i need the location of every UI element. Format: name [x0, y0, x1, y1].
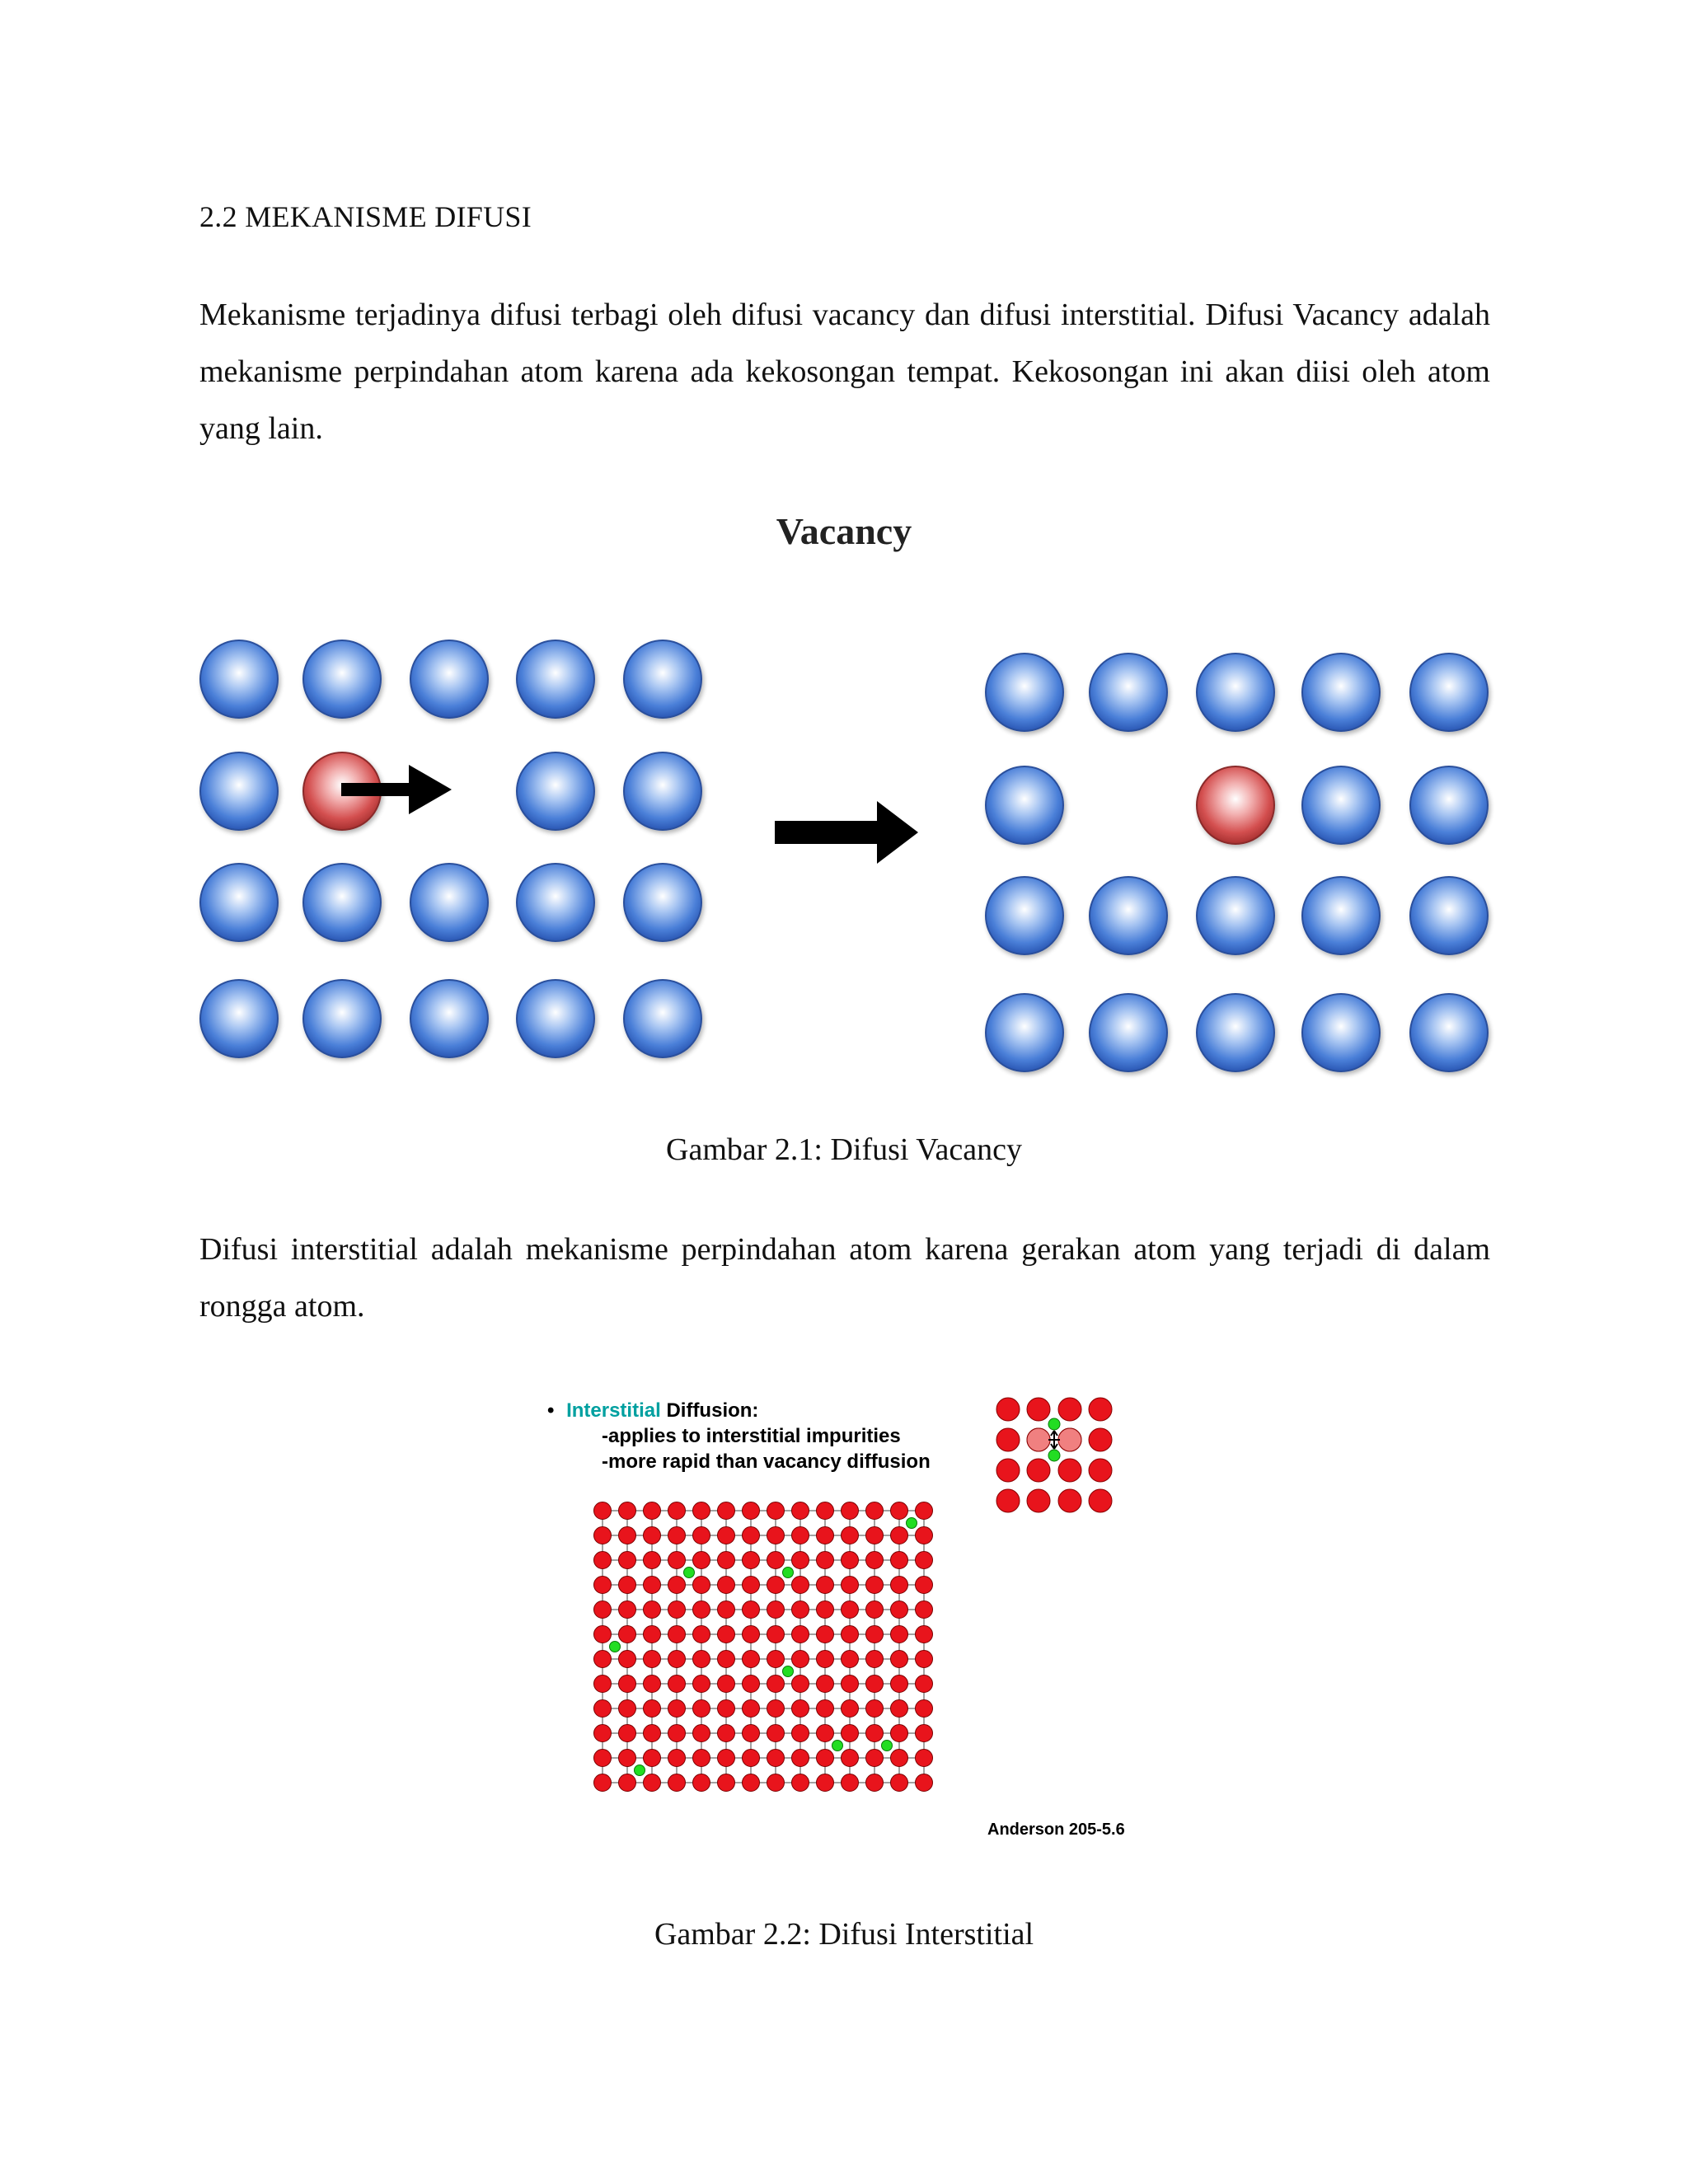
- host-atom: [891, 1774, 908, 1792]
- host-atom: [693, 1626, 710, 1643]
- moving-atom: [1197, 766, 1274, 844]
- host-atom: [916, 1651, 933, 1668]
- interstitial-atom: [882, 1741, 893, 1751]
- host-atom: [866, 1527, 884, 1544]
- host-atom: [817, 1700, 834, 1718]
- host-atom: [693, 1601, 710, 1619]
- host-atom: [718, 1527, 735, 1544]
- host-atom: [718, 1725, 735, 1742]
- host-atom: [644, 1626, 661, 1643]
- host-atom: [693, 1577, 710, 1594]
- host-atom: [1410, 877, 1488, 954]
- host-atom: [743, 1750, 760, 1767]
- host-atom: [891, 1651, 908, 1668]
- host-atom: [693, 1675, 710, 1693]
- host-atom: [792, 1601, 809, 1619]
- host-atom: [866, 1675, 884, 1693]
- host-atom: [1410, 654, 1488, 731]
- host-atom: [693, 1725, 710, 1742]
- host-atom: [718, 1750, 735, 1767]
- bullet: •: [547, 1399, 555, 1422]
- host-atom: [767, 1527, 785, 1544]
- host-atom: [668, 1502, 686, 1520]
- transition-arrow-icon: [775, 801, 918, 864]
- host-atom: [817, 1675, 834, 1693]
- figure2-title-rest: Diffusion:: [660, 1399, 759, 1422]
- interstitial-atom: [783, 1568, 794, 1578]
- paragraph-vacancy: Mekanisme terjadinya difusi terbagi oleh difusi vacancy dan difusi interstitial. Difusi Vacancy adalah mekanisme perpindahan atom karena ada kekosongan tempat. Kekosongan ini akan diisi oleh atom yang lain.: [199, 298, 1490, 446]
- host-atom: [842, 1601, 859, 1619]
- host-atom: [594, 1725, 612, 1742]
- host-atom: [718, 1651, 735, 1668]
- host-atom: [743, 1626, 760, 1643]
- host-atom: [866, 1651, 884, 1668]
- host-atom: [644, 1577, 661, 1594]
- host-atom: [842, 1502, 859, 1520]
- host-atom: [842, 1750, 859, 1767]
- host-atom: [594, 1577, 612, 1594]
- host-atom: [792, 1626, 809, 1643]
- host-atom: [866, 1502, 884, 1520]
- host-atom: [619, 1577, 636, 1594]
- host-atom: [668, 1601, 686, 1619]
- host-atom: [410, 864, 488, 941]
- figure2-caption: Gambar 2.2: Difusi Interstitial: [654, 1917, 1034, 1952]
- host-atom: [624, 752, 701, 830]
- host-atom: [996, 1459, 1020, 1482]
- host-atom: [644, 1700, 661, 1718]
- host-atom: [996, 1398, 1020, 1421]
- move-arrows-icon: [1048, 1431, 1060, 1449]
- host-atom: [644, 1675, 661, 1693]
- host-atom: [792, 1502, 809, 1520]
- host-atom: [718, 1577, 735, 1594]
- host-atom: [517, 980, 594, 1057]
- host-atom: [668, 1527, 686, 1544]
- host-atom: [866, 1626, 884, 1643]
- host-atom: [767, 1750, 785, 1767]
- host-atom: [891, 1750, 908, 1767]
- host-atom: [817, 1601, 834, 1619]
- host-atom: [743, 1552, 760, 1569]
- host-atom: [842, 1700, 859, 1718]
- host-atom: [718, 1601, 735, 1619]
- host-atom: [594, 1675, 612, 1693]
- interstitial-atom: [832, 1741, 843, 1751]
- host-atom: [517, 864, 594, 941]
- host-atom: [644, 1725, 661, 1742]
- host-atom: [1090, 877, 1167, 954]
- host-atom: [866, 1725, 884, 1742]
- host-atom: [718, 1552, 735, 1569]
- host-atom: [817, 1577, 834, 1594]
- host-atom: [718, 1774, 735, 1792]
- host-atom: [916, 1750, 933, 1767]
- host-atom: [718, 1700, 735, 1718]
- host-atom: [693, 1774, 710, 1792]
- host-atom: [817, 1552, 834, 1569]
- interstitial-atom: [684, 1568, 695, 1578]
- host-atom: [916, 1725, 933, 1742]
- host-atom: [594, 1601, 612, 1619]
- interstitial-big-lattice: [594, 1502, 933, 1792]
- host-atom: [1089, 1398, 1112, 1421]
- host-atom: [916, 1502, 933, 1520]
- host-atom: [718, 1675, 735, 1693]
- host-atom: [303, 864, 381, 941]
- host-atom: [842, 1552, 859, 1569]
- host-atom: [767, 1700, 785, 1718]
- host-atom: [1089, 1489, 1112, 1512]
- host-atom: [986, 877, 1063, 954]
- host-atom: [866, 1750, 884, 1767]
- figure2-line1: -applies to interstitial impurities: [602, 1425, 901, 1447]
- host-atom: [668, 1774, 686, 1792]
- host-atom: [1197, 994, 1274, 1071]
- interstitial-atom: [1048, 1418, 1060, 1430]
- host-atom: [767, 1725, 785, 1742]
- host-atom: [1197, 654, 1274, 731]
- interstitial-small-lattice: [996, 1398, 1112, 1512]
- host-atom: [842, 1675, 859, 1693]
- host-atom: [644, 1601, 661, 1619]
- interstitial-atom: [1048, 1450, 1060, 1461]
- host-atom: [743, 1651, 760, 1668]
- host-atom: [743, 1601, 760, 1619]
- host-atom: [817, 1774, 834, 1792]
- host-atom: [792, 1577, 809, 1594]
- host-atom: [303, 980, 381, 1057]
- host-atom: [817, 1502, 834, 1520]
- figure2-title-highlight: Interstitial: [566, 1399, 661, 1422]
- host-atom: [891, 1601, 908, 1619]
- vacancy-lattice-after: [986, 654, 1488, 1071]
- host-atom: [792, 1700, 809, 1718]
- host-atom: [668, 1651, 686, 1668]
- host-atom: [200, 752, 278, 830]
- host-atom: [891, 1527, 908, 1544]
- host-atom: [916, 1527, 933, 1544]
- host-atom: [1302, 994, 1380, 1071]
- figure2-credit: Anderson 205-5.6: [987, 1821, 1125, 1839]
- host-atom: [619, 1750, 636, 1767]
- host-atom: [644, 1552, 661, 1569]
- host-atom: [1027, 1489, 1050, 1512]
- host-atom: [767, 1626, 785, 1643]
- host-atom: [817, 1725, 834, 1742]
- host-atom: [792, 1527, 809, 1544]
- host-atom: [842, 1651, 859, 1668]
- host-atom: [996, 1428, 1020, 1451]
- host-atom: [916, 1577, 933, 1594]
- host-atom: [1027, 1398, 1050, 1421]
- host-atom: [668, 1552, 686, 1569]
- host-atom: [792, 1651, 809, 1668]
- host-atom: [817, 1527, 834, 1544]
- host-atom: [1058, 1489, 1081, 1512]
- host-atom: [594, 1750, 612, 1767]
- host-atom: [891, 1502, 908, 1520]
- host-atom: [1090, 654, 1167, 731]
- host-atom: [866, 1700, 884, 1718]
- host-atom: [668, 1626, 686, 1643]
- host-atom: [916, 1552, 933, 1569]
- host-atom: [891, 1700, 908, 1718]
- host-atom: [743, 1675, 760, 1693]
- host-atom: [594, 1502, 612, 1520]
- host-atom: [644, 1774, 661, 1792]
- host-atom: [619, 1725, 636, 1742]
- host-atom: [644, 1527, 661, 1544]
- host-atom: [668, 1750, 686, 1767]
- host-atom: [619, 1651, 636, 1668]
- host-atom: [594, 1626, 612, 1643]
- interstitial-atom: [783, 1666, 794, 1677]
- host-atom: [986, 994, 1063, 1071]
- host-atom: [1090, 994, 1167, 1071]
- host-atom: [842, 1626, 859, 1643]
- section-heading: 2.2 MEKANISME DIFUSI: [199, 200, 532, 233]
- host-atom: [1302, 766, 1380, 844]
- host-atom: [668, 1725, 686, 1742]
- host-atom: [668, 1577, 686, 1594]
- host-atom: [1027, 1459, 1050, 1482]
- host-atom: [743, 1774, 760, 1792]
- host-atom: [693, 1527, 710, 1544]
- host-atom: [644, 1750, 661, 1767]
- host-atom: [693, 1502, 710, 1520]
- host-atom: [817, 1626, 834, 1643]
- host-atom: [891, 1675, 908, 1693]
- host-atom: [624, 640, 701, 718]
- interstitial-atom: [610, 1642, 621, 1652]
- figure1-title: Vacancy: [776, 510, 912, 552]
- host-atom: [1410, 766, 1488, 844]
- host-atom-highlight: [1058, 1428, 1081, 1451]
- host-atom: [842, 1774, 859, 1792]
- host-atom: [410, 980, 488, 1057]
- host-atom: [693, 1750, 710, 1767]
- host-atom: [619, 1626, 636, 1643]
- svg-text:• Interstitial Diffusion: [547, 1399, 758, 1422]
- host-atom: [916, 1675, 933, 1693]
- host-atom: [866, 1601, 884, 1619]
- host-atom: [767, 1675, 785, 1693]
- host-atom: [792, 1774, 809, 1792]
- host-atom: [1302, 654, 1380, 731]
- interstitial-atom: [635, 1765, 645, 1776]
- host-atom: [410, 640, 488, 718]
- host-atom: [1089, 1428, 1112, 1451]
- host-atom: [668, 1700, 686, 1718]
- host-atom: [594, 1774, 612, 1792]
- host-atom: [866, 1552, 884, 1569]
- host-atom: [767, 1774, 785, 1792]
- host-atom: [594, 1651, 612, 1668]
- host-atom: [891, 1725, 908, 1742]
- figure2-line2: -more rapid than vacancy diffusion: [602, 1451, 931, 1473]
- host-atom: [916, 1774, 933, 1792]
- host-atom: [1410, 994, 1488, 1071]
- host-atom: [767, 1502, 785, 1520]
- host-atom: [743, 1725, 760, 1742]
- host-atom: [517, 640, 594, 718]
- host-atom: [891, 1552, 908, 1569]
- host-atom: [842, 1527, 859, 1544]
- host-atom: [200, 980, 278, 1057]
- host-atom: [693, 1552, 710, 1569]
- host-atom: [619, 1675, 636, 1693]
- host-atom: [718, 1626, 735, 1643]
- host-atom: [624, 980, 701, 1057]
- paragraph-interstitial: Difusi interstitial adalah mekanisme perpindahan atom karena gerakan atom yang terjadi di dalam rongga atom.: [199, 1232, 1490, 1324]
- host-atom: [996, 1489, 1020, 1512]
- host-atom: [718, 1502, 735, 1520]
- host-atom: [767, 1601, 785, 1619]
- host-atom: [1058, 1398, 1081, 1421]
- host-atom: [916, 1601, 933, 1619]
- host-atom: [1197, 877, 1274, 954]
- host-atom: [767, 1651, 785, 1668]
- host-atom: [693, 1700, 710, 1718]
- host-atom: [668, 1675, 686, 1693]
- host-atom: [200, 640, 278, 718]
- figure1-caption: Gambar 2.1: Difusi Vacancy: [666, 1132, 1022, 1167]
- host-atom: [743, 1577, 760, 1594]
- host-atom: [303, 640, 381, 718]
- host-atom: [767, 1577, 785, 1594]
- host-atom: [517, 752, 594, 830]
- host-atom: [619, 1527, 636, 1544]
- host-atom: [200, 864, 278, 941]
- host-atom: [817, 1750, 834, 1767]
- host-atom: [866, 1577, 884, 1594]
- host-atom: [792, 1552, 809, 1569]
- host-atom: [619, 1601, 636, 1619]
- host-atom: [619, 1700, 636, 1718]
- host-atom: [792, 1675, 809, 1693]
- host-atom-highlight: [1027, 1428, 1050, 1451]
- host-atom: [619, 1774, 636, 1792]
- host-atom: [743, 1502, 760, 1520]
- host-atom: [1089, 1459, 1112, 1482]
- interstitial-atom: [907, 1518, 917, 1529]
- host-atom: [842, 1577, 859, 1594]
- host-atom: [743, 1527, 760, 1544]
- host-atom: [842, 1725, 859, 1742]
- host-atom: [619, 1502, 636, 1520]
- host-atom: [916, 1626, 933, 1643]
- host-atom: [891, 1577, 908, 1594]
- host-atom: [644, 1502, 661, 1520]
- host-atom: [817, 1651, 834, 1668]
- host-atom: [792, 1750, 809, 1767]
- host-atom: [1302, 877, 1380, 954]
- host-atom: [594, 1552, 612, 1569]
- host-atom: [767, 1552, 785, 1569]
- host-atom: [1058, 1459, 1081, 1482]
- host-atom: [891, 1626, 908, 1643]
- host-atom: [644, 1651, 661, 1668]
- host-atom: [986, 766, 1063, 844]
- host-atom: [986, 654, 1063, 731]
- host-atom: [624, 864, 701, 941]
- host-atom: [792, 1725, 809, 1742]
- host-atom: [594, 1527, 612, 1544]
- host-atom: [866, 1774, 884, 1792]
- host-atom: [619, 1552, 636, 1569]
- host-atom: [916, 1700, 933, 1718]
- host-atom: [743, 1700, 760, 1718]
- host-atom: [594, 1700, 612, 1718]
- vacancy-lattice-before: [200, 640, 701, 1057]
- host-atom: [693, 1651, 710, 1668]
